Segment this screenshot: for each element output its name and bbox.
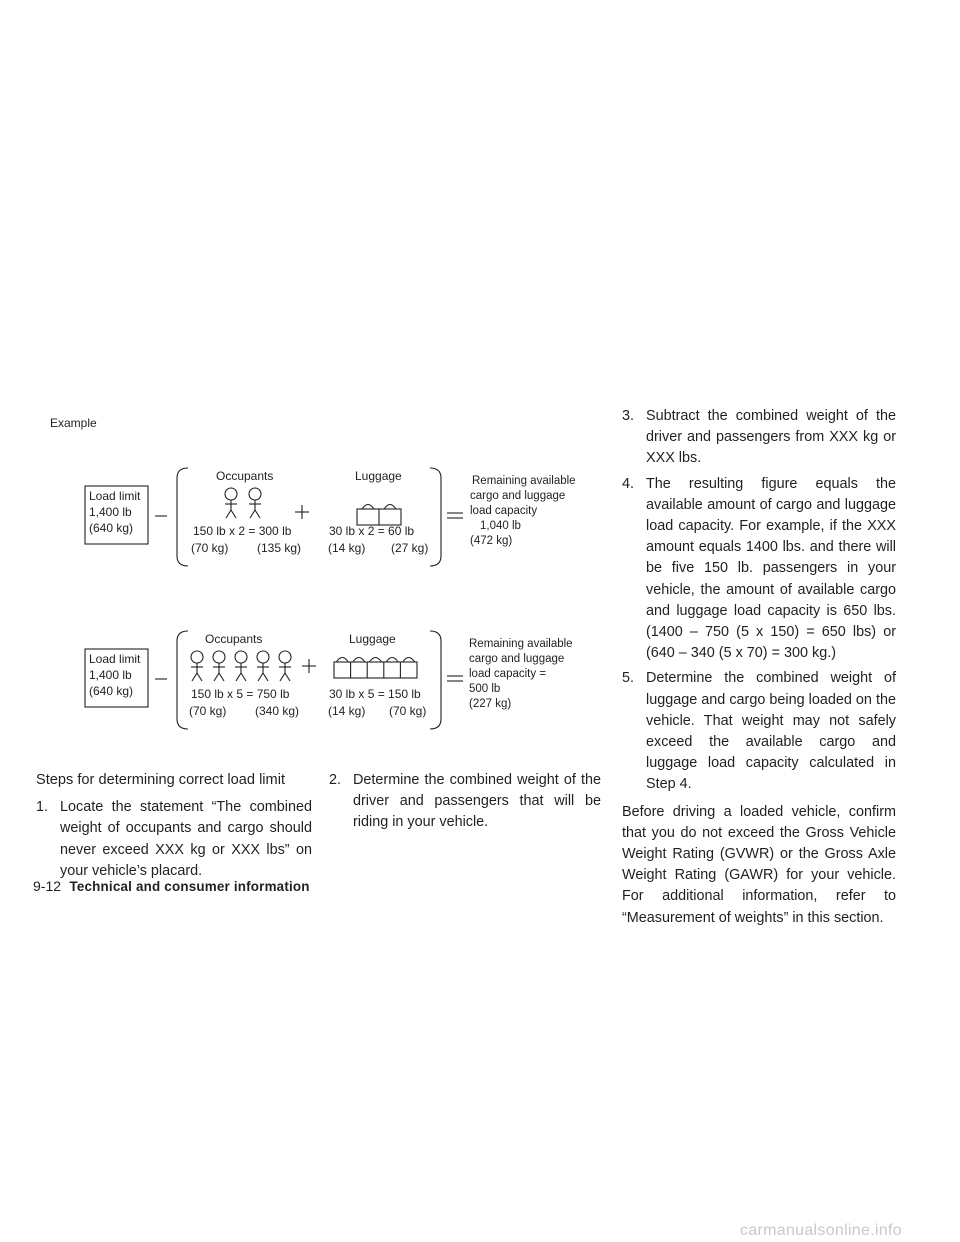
result-line: load capacity: [470, 505, 538, 517]
step-text: Subtract the combined weight of the driver and passengers from XXX kg or XXX lbs.: [646, 408, 896, 467]
load-limit-line: 1,400 lb: [89, 505, 132, 519]
occupants-kg-total: (135 kg): [257, 541, 302, 555]
result-line: 1,040 lb: [480, 520, 521, 532]
luggage-handle: [362, 505, 374, 510]
step-number: 3.: [622, 408, 635, 424]
luggage-box: [334, 662, 417, 678]
luggage-icon: [334, 658, 417, 679]
result-line: cargo and luggage: [470, 490, 566, 502]
section-title: Technical and consumer information: [69, 879, 310, 894]
luggage-handle: [353, 658, 365, 663]
page-number: 9-12: [33, 878, 62, 894]
luggage-kg-each: (14 kg): [328, 704, 366, 718]
person-leg: [285, 673, 290, 681]
person-leg: [241, 673, 246, 681]
diagram-five-occupants: [85, 631, 573, 729]
person-leg: [214, 673, 219, 681]
luggage-label: Luggage: [349, 632, 396, 646]
step-5: [622, 668, 896, 795]
step-number: 1.: [36, 799, 49, 816]
person-leg: [231, 510, 236, 518]
luggage-handle: [386, 658, 398, 663]
luggage-kg-total: (27 kg): [391, 541, 429, 555]
step-number: 2.: [329, 772, 342, 788]
step-2: [329, 770, 601, 834]
person-leg: [263, 673, 268, 681]
step-text: Determine the combined weight of luggage and cargo being loaded on the vehicle. That weight may not safely exceed the available cargo and luggage load capacity calculated in Step 4.: [646, 670, 896, 793]
result-line: Remaining available: [472, 475, 576, 487]
person-leg: [280, 673, 285, 681]
step-4: [622, 474, 896, 665]
luggage-handle: [403, 658, 415, 663]
luggage-icon: [357, 505, 401, 526]
person-leg: [236, 673, 241, 681]
person-leg: [197, 673, 202, 681]
person-head: [279, 651, 291, 663]
result-line: (472 kg): [470, 535, 513, 547]
load-limit-line: (640 kg): [89, 521, 134, 535]
person-icon: [235, 651, 247, 681]
right-bracket: [430, 631, 441, 729]
person-icon: [257, 651, 269, 681]
person-head: [235, 651, 247, 663]
person-head: [213, 651, 225, 663]
luggage-handle: [336, 658, 348, 663]
load-limit-line: 1,400 lb: [89, 668, 132, 682]
result-line: load capacity =: [469, 668, 547, 680]
luggage-equation: 30 lb x 5 = 150 lb: [329, 687, 421, 701]
section-heading: Steps for determining correct load limit: [36, 772, 286, 788]
person-leg: [255, 510, 260, 518]
person-icon: [249, 488, 261, 518]
step-number: 5.: [622, 670, 635, 687]
luggage-kg-total: (70 kg): [389, 704, 427, 718]
step-text: Determine the combined weight of the driver and passengers that will be riding in your vehicle.: [353, 772, 601, 831]
person-icon: [213, 651, 225, 681]
luggage-handle: [384, 505, 396, 510]
person-head: [225, 488, 237, 500]
step-number: 4.: [622, 475, 635, 492]
person-leg: [226, 510, 231, 518]
occupants-equation: 150 lb x 2 = 300 lb: [193, 524, 292, 538]
load-limit-line: Load limit: [89, 489, 141, 503]
luggage-handle: [370, 658, 382, 663]
watermark-text: carmanualsonline.info: [740, 1222, 902, 1239]
person-leg: [192, 673, 197, 681]
person-leg: [219, 673, 224, 681]
person-icon: [191, 651, 203, 681]
step-1: [36, 797, 312, 882]
load-limit-line: Load limit: [89, 652, 141, 666]
occupants-label: Occupants: [216, 469, 274, 483]
result-line: cargo and luggage: [469, 653, 565, 665]
person-head: [191, 651, 203, 663]
person-leg: [258, 673, 263, 681]
occupants-label: Occupants: [205, 632, 263, 646]
result-line: (227 kg): [469, 698, 512, 710]
closing-paragraph: Before driving a loaded vehicle, confirm that you do not exceed the Gross Vehicle Weight Rating (GVWR) or the Gross Axle Weight Rating (GAWR) for your vehicle. For additional information, refer to “Measurement of weights” in this section.: [622, 803, 896, 926]
occupants-kg-total: (340 kg): [255, 704, 300, 718]
diagram-two-occupants: [85, 468, 576, 566]
left-bracket: [177, 468, 188, 566]
left-bracket: [177, 631, 188, 729]
occupants-kg-each: (70 kg): [189, 704, 227, 718]
person-head: [249, 488, 261, 500]
load-limit-line: (640 kg): [89, 684, 134, 698]
person-icon: [225, 488, 237, 518]
person-leg: [250, 510, 255, 518]
person-icon: [279, 651, 291, 681]
occupants-kg-each: (70 kg): [191, 541, 229, 555]
occupants-equation: 150 lb x 5 = 750 lb: [191, 687, 290, 701]
result-line: 500 lb: [469, 683, 501, 695]
result-line: Remaining available: [469, 638, 573, 650]
luggage-equation: 30 lb x 2 = 60 lb: [329, 524, 415, 538]
luggage-kg-each: (14 kg): [328, 541, 366, 555]
step-3: [622, 406, 896, 470]
figure-label: Example: [50, 416, 97, 430]
step-text: Locate the statement “The combined weight of occupants and cargo should never exceed XXX kg or XXX lbs” on your vehicle’s placard.: [60, 799, 312, 879]
person-head: [257, 651, 269, 663]
step-text: The resulting figure equals the available amount of cargo and luggage load capacity. For example, if the XXX amount equals 1400 lbs. and there will be five 150 lb. passengers in your vehicle, the amount of available cargo and luggage load capacity is 650 lbs. (1400 – 750 (5 x 150) = 650 lbs) or (640 – 340 (5 x 70) = 300 kg.): [646, 475, 896, 662]
right-bracket: [430, 468, 441, 566]
luggage-label: Luggage: [355, 469, 402, 483]
